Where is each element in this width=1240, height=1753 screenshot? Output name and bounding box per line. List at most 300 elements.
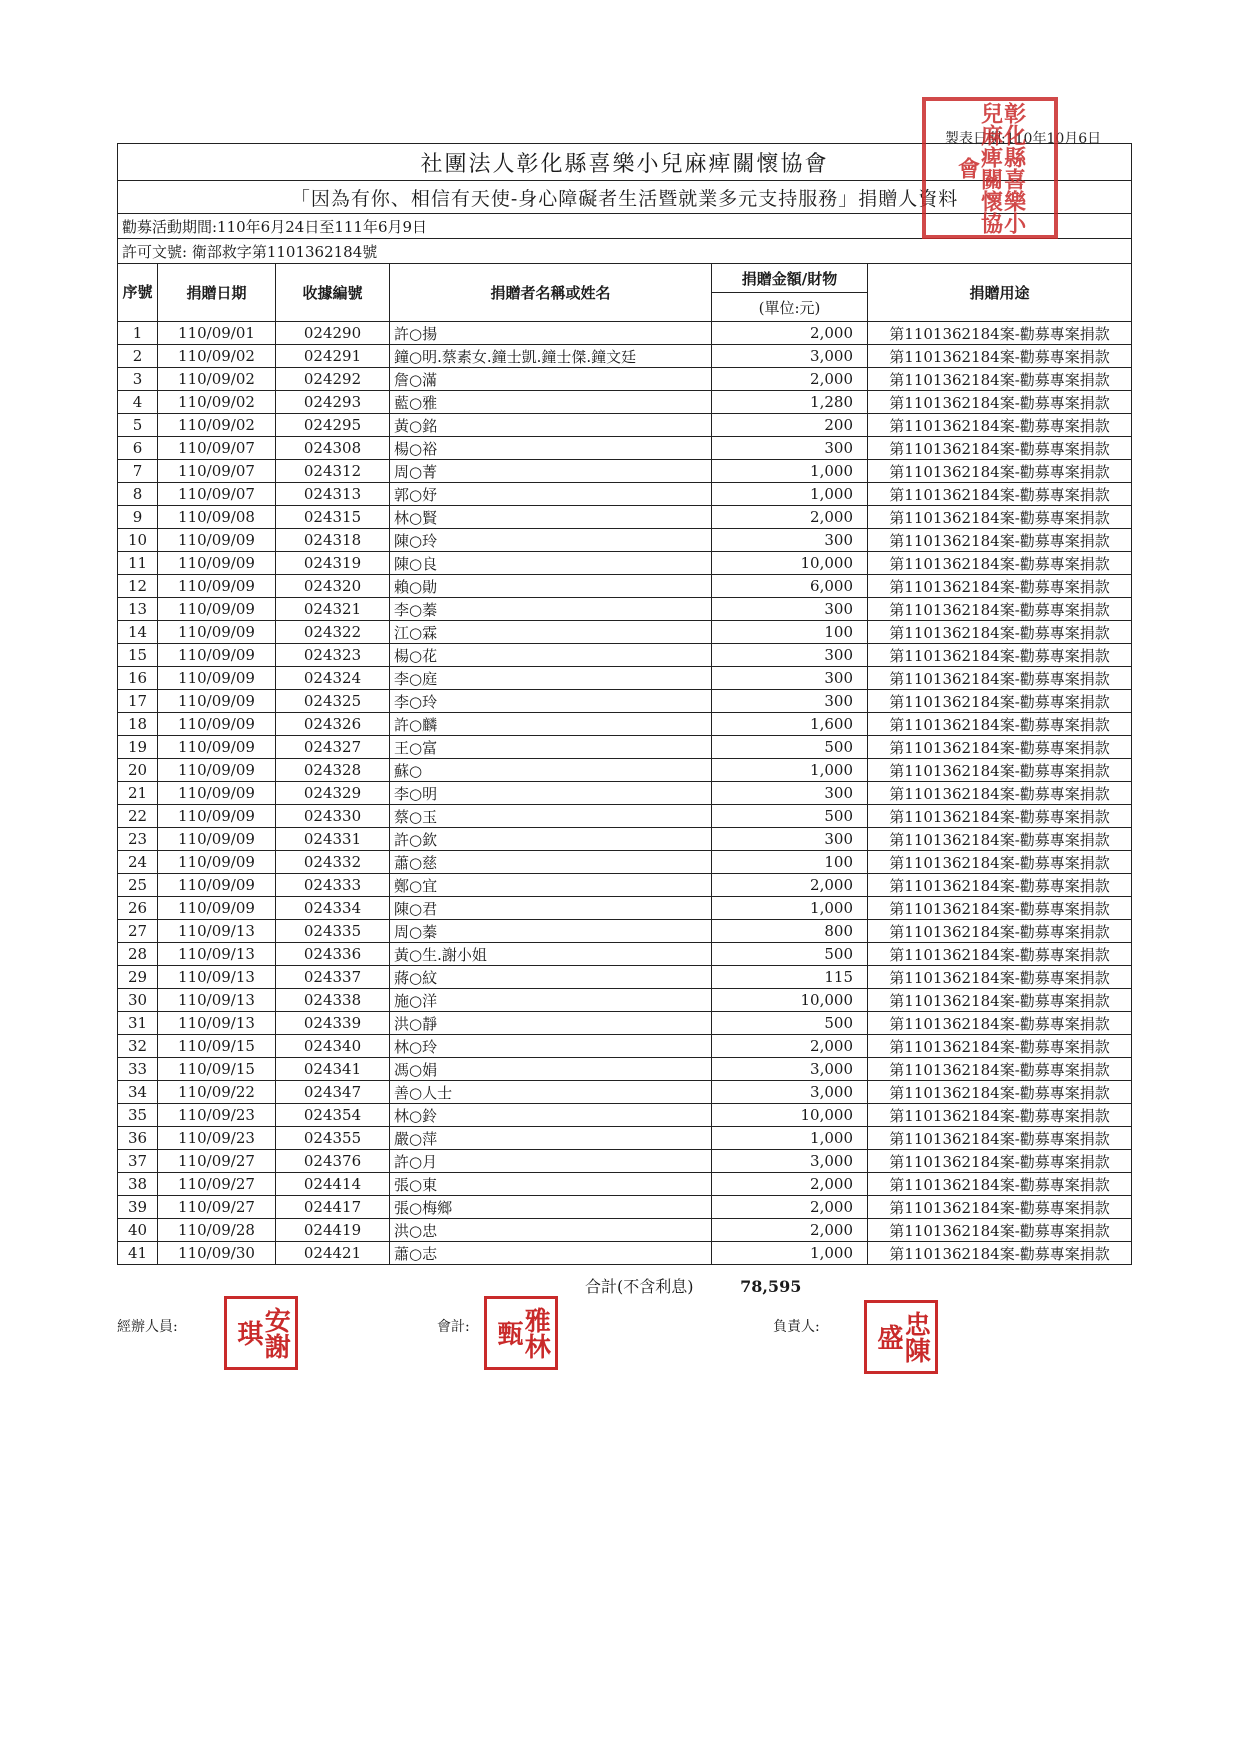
table-row (118, 1219, 1132, 1242)
cell-date: 110/09/09 (158, 529, 276, 552)
cell-amount: 2,000 (712, 1173, 868, 1196)
cell-donor: 周○菁 (390, 460, 712, 483)
cell-serial: 28 (118, 943, 158, 966)
cell-use: 第1101362184案-勸募專案捐款 (868, 1035, 1132, 1058)
cell-serial: 36 (118, 1127, 158, 1150)
cell-donor: 張○梅鄉 (390, 1196, 712, 1219)
table-row (118, 345, 1132, 368)
cell-amount: 10,000 (712, 989, 868, 1012)
cell-use: 第1101362184案-勸募專案捐款 (868, 782, 1132, 805)
cell-serial: 7 (118, 460, 158, 483)
campaign-period: 勸募活動期間:110年6月24日至111年6月9日 (118, 214, 1132, 239)
cell-use: 第1101362184案-勸募專案捐款 (868, 322, 1132, 345)
cell-serial: 13 (118, 598, 158, 621)
cell-amount: 1,000 (712, 759, 868, 782)
cell-receipt: 024322 (276, 621, 390, 644)
cell-donor: 張○東 (390, 1173, 712, 1196)
cell-amount: 300 (712, 644, 868, 667)
table-row (118, 920, 1132, 943)
cell-receipt: 024414 (276, 1173, 390, 1196)
cell-date: 110/09/09 (158, 621, 276, 644)
table-row (118, 828, 1132, 851)
cell-use: 第1101362184案-勸募專案捐款 (868, 437, 1132, 460)
cell-date: 110/09/02 (158, 414, 276, 437)
cell-amount: 2,000 (712, 368, 868, 391)
table-row (118, 1012, 1132, 1035)
cell-donor: 蘇○ (390, 759, 712, 782)
cell-date: 110/09/09 (158, 667, 276, 690)
cell-date: 110/09/28 (158, 1219, 276, 1242)
header-receipt: 收據編號 (276, 264, 390, 322)
cell-serial: 15 (118, 644, 158, 667)
cell-use: 第1101362184案-勸募專案捐款 (868, 621, 1132, 644)
cell-serial: 30 (118, 989, 158, 1012)
cell-use: 第1101362184案-勸募專案捐款 (868, 1219, 1132, 1242)
print-date: 製表日期:110年10月6日 (945, 131, 1102, 147)
cell-use: 第1101362184案-勸募專案捐款 (868, 368, 1132, 391)
cell-receipt: 024337 (276, 966, 390, 989)
cell-date: 110/09/08 (158, 506, 276, 529)
cell-use: 第1101362184案-勸募專案捐款 (868, 897, 1132, 920)
table-row (118, 782, 1132, 805)
table-row (118, 460, 1132, 483)
cell-donor: 善○人士 (390, 1081, 712, 1104)
cell-use: 第1101362184案-勸募專案捐款 (868, 966, 1132, 989)
cell-serial: 21 (118, 782, 158, 805)
cell-receipt: 024293 (276, 391, 390, 414)
cell-serial: 37 (118, 1150, 158, 1173)
cell-use: 第1101362184案-勸募專案捐款 (868, 736, 1132, 759)
cell-donor: 李○玲 (390, 690, 712, 713)
donor-table-wrap (117, 143, 1131, 1265)
cell-serial: 6 (118, 437, 158, 460)
cell-use: 第1101362184案-勸募專案捐款 (868, 644, 1132, 667)
table-row (118, 966, 1132, 989)
cell-serial: 19 (118, 736, 158, 759)
cell-serial: 24 (118, 851, 158, 874)
cell-serial: 32 (118, 1035, 158, 1058)
table-row (118, 897, 1132, 920)
cell-serial: 26 (118, 897, 158, 920)
table-row (118, 989, 1132, 1012)
cell-amount: 2,000 (712, 1219, 868, 1242)
table-row (118, 621, 1132, 644)
project-title: 「因為有你、相信有天使-身心障礙者生活暨就業多元支持服務」捐贈人資料 (118, 181, 1132, 214)
table-row (118, 736, 1132, 759)
cell-date: 110/09/02 (158, 391, 276, 414)
cell-amount: 100 (712, 851, 868, 874)
cell-use: 第1101362184案-勸募專案捐款 (868, 1104, 1132, 1127)
handler-label: 經辦人員: (117, 1319, 178, 1335)
cell-serial: 39 (118, 1196, 158, 1219)
cell-use: 第1101362184案-勸募專案捐款 (868, 805, 1132, 828)
cell-receipt: 024334 (276, 897, 390, 920)
cell-receipt: 024315 (276, 506, 390, 529)
cell-serial: 2 (118, 345, 158, 368)
cell-use: 第1101362184案-勸募專案捐款 (868, 1081, 1132, 1104)
cell-amount: 300 (712, 782, 868, 805)
cell-donor: 賴○勛 (390, 575, 712, 598)
cell-amount: 300 (712, 437, 868, 460)
cell-amount: 300 (712, 690, 868, 713)
table-row (118, 851, 1132, 874)
cell-use: 第1101362184案-勸募專案捐款 (868, 345, 1132, 368)
cell-date: 110/09/09 (158, 897, 276, 920)
cell-amount: 300 (712, 667, 868, 690)
cell-donor: 藍○雅 (390, 391, 712, 414)
cell-amount: 2,000 (712, 1196, 868, 1219)
cell-receipt: 024336 (276, 943, 390, 966)
cell-serial: 35 (118, 1104, 158, 1127)
cell-donor: 詹○滿 (390, 368, 712, 391)
cell-donor: 蕭○慈 (390, 851, 712, 874)
table-row (118, 1242, 1132, 1265)
cell-donor: 許○月 (390, 1150, 712, 1173)
cell-receipt: 024290 (276, 322, 390, 345)
cell-serial: 4 (118, 391, 158, 414)
cell-receipt: 024325 (276, 690, 390, 713)
cell-donor: 鄭○宜 (390, 874, 712, 897)
cell-use: 第1101362184案-勸募專案捐款 (868, 690, 1132, 713)
cell-donor: 嚴○萍 (390, 1127, 712, 1150)
cell-amount: 2,000 (712, 874, 868, 897)
cell-date: 110/09/27 (158, 1173, 276, 1196)
table-row (118, 322, 1132, 345)
cell-donor: 周○蓁 (390, 920, 712, 943)
cell-date: 110/09/22 (158, 1081, 276, 1104)
table-row (118, 759, 1132, 782)
table-row (118, 1127, 1132, 1150)
cell-date: 110/09/09 (158, 851, 276, 874)
cell-donor: 鐘○明.蔡素女.鐘士凱.鐘士傑.鐘文廷 (390, 345, 712, 368)
cell-amount: 115 (712, 966, 868, 989)
cell-date: 110/09/13 (158, 920, 276, 943)
cell-receipt: 024313 (276, 483, 390, 506)
cell-serial: 18 (118, 713, 158, 736)
cell-use: 第1101362184案-勸募專案捐款 (868, 874, 1132, 897)
cell-use: 第1101362184案-勸募專案捐款 (868, 598, 1132, 621)
cell-use: 第1101362184案-勸募專案捐款 (868, 1150, 1132, 1173)
cell-use: 第1101362184案-勸募專案捐款 (868, 989, 1132, 1012)
responsible-stamp: 忠陳盛 (864, 1300, 938, 1374)
table-row (118, 874, 1132, 897)
cell-use: 第1101362184案-勸募專案捐款 (868, 506, 1132, 529)
cell-use: 第1101362184案-勸募專案捐款 (868, 391, 1132, 414)
cell-amount: 10,000 (712, 552, 868, 575)
cell-donor: 林○玲 (390, 1035, 712, 1058)
cell-use: 第1101362184案-勸募專案捐款 (868, 460, 1132, 483)
cell-date: 110/09/09 (158, 805, 276, 828)
cell-date: 110/09/09 (158, 759, 276, 782)
cell-receipt: 024333 (276, 874, 390, 897)
donor-table (117, 143, 1132, 1265)
table-row (118, 943, 1132, 966)
permit-number: 許可文號: 衛部救字第1101362184號 (118, 239, 1132, 264)
cell-amount: 500 (712, 736, 868, 759)
cell-amount: 3,000 (712, 1081, 868, 1104)
cell-receipt: 024328 (276, 759, 390, 782)
cell-donor: 黃○銘 (390, 414, 712, 437)
cell-amount: 1,000 (712, 1127, 868, 1150)
cell-serial: 29 (118, 966, 158, 989)
cell-donor: 蔣○紋 (390, 966, 712, 989)
cell-use: 第1101362184案-勸募專案捐款 (868, 828, 1132, 851)
table-row (118, 1104, 1132, 1127)
cell-donor: 洪○忠 (390, 1219, 712, 1242)
cell-serial: 40 (118, 1219, 158, 1242)
cell-donor: 馮○娟 (390, 1058, 712, 1081)
header-amount: 捐贈金額/財物 (712, 264, 868, 293)
cell-date: 110/09/23 (158, 1127, 276, 1150)
cell-amount: 6,000 (712, 575, 868, 598)
cell-date: 110/09/09 (158, 828, 276, 851)
cell-donor: 林○鈴 (390, 1104, 712, 1127)
cell-date: 110/09/13 (158, 989, 276, 1012)
cell-donor: 許○欽 (390, 828, 712, 851)
cell-receipt: 024339 (276, 1012, 390, 1035)
cell-receipt: 024319 (276, 552, 390, 575)
donor-rows (118, 322, 1132, 1265)
cell-date: 110/09/07 (158, 483, 276, 506)
table-row (118, 1196, 1132, 1219)
table-row (118, 713, 1132, 736)
cell-receipt: 024332 (276, 851, 390, 874)
header-serial: 序號 (118, 264, 158, 322)
cell-donor: 洪○靜 (390, 1012, 712, 1035)
cell-date: 110/09/09 (158, 552, 276, 575)
cell-donor: 許○麟 (390, 713, 712, 736)
table-row (118, 483, 1132, 506)
cell-receipt: 024341 (276, 1058, 390, 1081)
cell-receipt: 024327 (276, 736, 390, 759)
cell-receipt: 024421 (276, 1242, 390, 1265)
cell-donor: 楊○花 (390, 644, 712, 667)
cell-date: 110/09/09 (158, 598, 276, 621)
cell-receipt: 024318 (276, 529, 390, 552)
cell-date: 110/09/13 (158, 943, 276, 966)
cell-date: 110/09/27 (158, 1150, 276, 1173)
header-donor: 捐贈者名稱或姓名 (390, 264, 712, 322)
table-row (118, 529, 1132, 552)
header-date: 捐贈日期 (158, 264, 276, 322)
cell-amount: 1,000 (712, 460, 868, 483)
cell-serial: 41 (118, 1242, 158, 1265)
cell-serial: 27 (118, 920, 158, 943)
cell-serial: 34 (118, 1081, 158, 1104)
org-seal-stamp (922, 97, 1058, 239)
cell-amount: 3,000 (712, 345, 868, 368)
cell-amount: 2,000 (712, 506, 868, 529)
cell-amount: 1,600 (712, 713, 868, 736)
cell-amount: 1,000 (712, 897, 868, 920)
total-value: 78,595 (740, 1277, 802, 1296)
cell-receipt: 024320 (276, 575, 390, 598)
cell-receipt: 024376 (276, 1150, 390, 1173)
org-title: 社團法人彰化縣喜樂小兒麻痺關懷協會 (118, 144, 1132, 181)
cell-use: 第1101362184案-勸募專案捐款 (868, 1173, 1132, 1196)
cell-amount: 3,000 (712, 1058, 868, 1081)
cell-receipt: 024292 (276, 368, 390, 391)
cell-donor: 許○揚 (390, 322, 712, 345)
cell-date: 110/09/23 (158, 1104, 276, 1127)
cell-donor: 林○賢 (390, 506, 712, 529)
cell-amount: 10,000 (712, 1104, 868, 1127)
cell-donor: 施○洋 (390, 989, 712, 1012)
cell-donor: 陳○君 (390, 897, 712, 920)
cell-serial: 25 (118, 874, 158, 897)
cell-amount: 300 (712, 598, 868, 621)
cell-date: 110/09/09 (158, 575, 276, 598)
handler-stamp: 安謝琪 (224, 1296, 298, 1370)
cell-date: 110/09/09 (158, 690, 276, 713)
cell-date: 110/09/13 (158, 1012, 276, 1035)
cell-receipt: 024419 (276, 1219, 390, 1242)
cell-use: 第1101362184案-勸募專案捐款 (868, 920, 1132, 943)
cell-date: 110/09/09 (158, 644, 276, 667)
cell-use: 第1101362184案-勸募專案捐款 (868, 851, 1132, 874)
cell-receipt: 024340 (276, 1035, 390, 1058)
cell-date: 110/09/07 (158, 437, 276, 460)
cell-serial: 33 (118, 1058, 158, 1081)
cell-serial: 3 (118, 368, 158, 391)
cell-serial: 20 (118, 759, 158, 782)
cell-date: 110/09/15 (158, 1035, 276, 1058)
accountant-label: 會計: (437, 1319, 470, 1335)
cell-date: 110/09/09 (158, 713, 276, 736)
cell-amount: 200 (712, 414, 868, 437)
cell-receipt: 024355 (276, 1127, 390, 1150)
cell-receipt: 024347 (276, 1081, 390, 1104)
table-row (118, 1173, 1132, 1196)
cell-serial: 9 (118, 506, 158, 529)
cell-serial: 16 (118, 667, 158, 690)
cell-receipt: 024323 (276, 644, 390, 667)
cell-use: 第1101362184案-勸募專案捐款 (868, 1242, 1132, 1265)
table-row (118, 552, 1132, 575)
table-row (118, 368, 1132, 391)
cell-use: 第1101362184案-勸募專案捐款 (868, 759, 1132, 782)
cell-date: 110/09/01 (158, 322, 276, 345)
cell-use: 第1101362184案-勸募專案捐款 (868, 713, 1132, 736)
table-row (118, 1081, 1132, 1104)
table-row (118, 575, 1132, 598)
cell-date: 110/09/09 (158, 782, 276, 805)
cell-amount: 1,000 (712, 483, 868, 506)
cell-use: 第1101362184案-勸募專案捐款 (868, 943, 1132, 966)
cell-date: 110/09/09 (158, 736, 276, 759)
table-row (118, 1150, 1132, 1173)
accountant-stamp: 雅林甄 (484, 1296, 558, 1370)
cell-amount: 300 (712, 529, 868, 552)
cell-serial: 31 (118, 1012, 158, 1035)
cell-date: 110/09/02 (158, 345, 276, 368)
cell-receipt: 024295 (276, 414, 390, 437)
cell-donor: 王○富 (390, 736, 712, 759)
cell-receipt: 024329 (276, 782, 390, 805)
cell-serial: 38 (118, 1173, 158, 1196)
cell-serial: 8 (118, 483, 158, 506)
cell-donor: 郭○妤 (390, 483, 712, 506)
cell-use: 第1101362184案-勸募專案捐款 (868, 1127, 1132, 1150)
cell-serial: 17 (118, 690, 158, 713)
org-seal-text: 彰化縣喜樂小兒麻痺關懷協會 (954, 102, 1027, 234)
cell-receipt: 024417 (276, 1196, 390, 1219)
header-use: 捐贈用途 (868, 264, 1132, 322)
cell-donor: 李○明 (390, 782, 712, 805)
cell-donor: 江○霖 (390, 621, 712, 644)
cell-donor: 蕭○志 (390, 1242, 712, 1265)
table-row (118, 598, 1132, 621)
cell-receipt: 024291 (276, 345, 390, 368)
cell-amount: 800 (712, 920, 868, 943)
cell-receipt: 024326 (276, 713, 390, 736)
table-row (118, 414, 1132, 437)
cell-date: 110/09/13 (158, 966, 276, 989)
cell-use: 第1101362184案-勸募專案捐款 (868, 1058, 1132, 1081)
cell-donor: 黃○生.謝小姐 (390, 943, 712, 966)
cell-use: 第1101362184案-勸募專案捐款 (868, 483, 1132, 506)
cell-receipt: 024335 (276, 920, 390, 943)
cell-amount: 3,000 (712, 1150, 868, 1173)
cell-serial: 12 (118, 575, 158, 598)
cell-amount: 500 (712, 943, 868, 966)
cell-serial: 22 (118, 805, 158, 828)
responsible-label: 負責人: (773, 1319, 820, 1335)
cell-receipt: 024308 (276, 437, 390, 460)
cell-donor: 楊○裕 (390, 437, 712, 460)
table-row (118, 1058, 1132, 1081)
cell-amount: 1,280 (712, 391, 868, 414)
cell-receipt: 024330 (276, 805, 390, 828)
cell-donor: 李○蓁 (390, 598, 712, 621)
cell-use: 第1101362184案-勸募專案捐款 (868, 552, 1132, 575)
cell-amount: 500 (712, 1012, 868, 1035)
cell-amount: 2,000 (712, 322, 868, 345)
table-row (118, 690, 1132, 713)
cell-date: 110/09/07 (158, 460, 276, 483)
table-row (118, 805, 1132, 828)
cell-use: 第1101362184案-勸募專案捐款 (868, 575, 1132, 598)
cell-receipt: 024354 (276, 1104, 390, 1127)
cell-serial: 23 (118, 828, 158, 851)
table-row (118, 391, 1132, 414)
cell-use: 第1101362184案-勸募專案捐款 (868, 1012, 1132, 1035)
cell-receipt: 024331 (276, 828, 390, 851)
cell-use: 第1101362184案-勸募專案捐款 (868, 414, 1132, 437)
cell-amount: 300 (712, 828, 868, 851)
cell-amount: 1,000 (712, 1242, 868, 1265)
cell-date: 110/09/02 (158, 368, 276, 391)
cell-date: 110/09/30 (158, 1242, 276, 1265)
cell-receipt: 024312 (276, 460, 390, 483)
cell-serial: 10 (118, 529, 158, 552)
table-row (118, 667, 1132, 690)
table-row (118, 1035, 1132, 1058)
cell-serial: 14 (118, 621, 158, 644)
cell-donor: 陳○玲 (390, 529, 712, 552)
cell-use: 第1101362184案-勸募專案捐款 (868, 1196, 1132, 1219)
cell-serial: 11 (118, 552, 158, 575)
cell-date: 110/09/27 (158, 1196, 276, 1219)
table-row (118, 644, 1132, 667)
cell-amount: 2,000 (712, 1035, 868, 1058)
cell-donor: 陳○良 (390, 552, 712, 575)
cell-date: 110/09/09 (158, 874, 276, 897)
table-row (118, 506, 1132, 529)
cell-amount: 100 (712, 621, 868, 644)
cell-use: 第1101362184案-勸募專案捐款 (868, 667, 1132, 690)
cell-amount: 500 (712, 805, 868, 828)
